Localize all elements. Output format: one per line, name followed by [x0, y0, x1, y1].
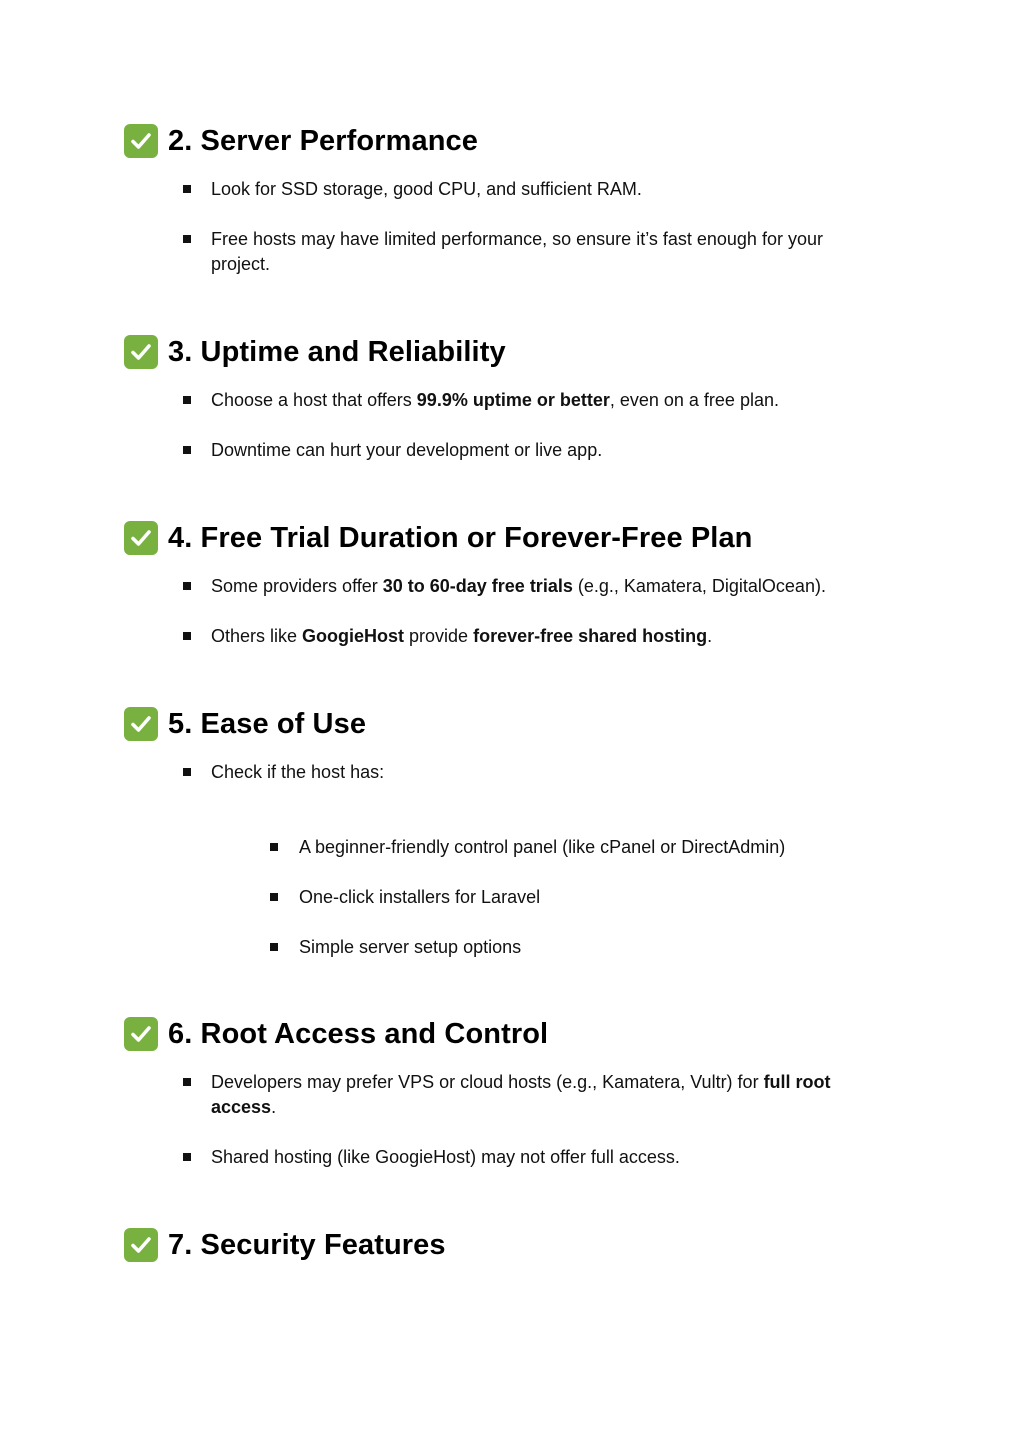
- text-run: .: [271, 1097, 277, 1117]
- bold-text: full root access: [211, 1072, 831, 1117]
- bullet-square-icon: [270, 893, 278, 901]
- text-run: .: [707, 626, 713, 646]
- section-title: 5. Ease of Use: [168, 707, 367, 740]
- bullet-square-icon: [270, 843, 278, 851]
- check-mark-button-icon: [124, 335, 158, 369]
- text-run: (e.g., Kamatera, DigitalOcean).: [572, 576, 826, 596]
- bullet-square-icon: [183, 446, 191, 454]
- bullet-square-icon: [183, 632, 191, 640]
- list-item-text: [211, 574, 871, 599]
- section-title: 7. Security Features: [168, 1228, 446, 1261]
- list-item-text: [211, 1145, 871, 1170]
- list-item-text: [299, 835, 899, 860]
- bullet-square-icon: [183, 235, 191, 243]
- bullet-square-icon: [183, 396, 191, 404]
- section-title: 6. Root Access and Control: [168, 1017, 549, 1050]
- list-item-text: [299, 885, 899, 910]
- list-item-text: [299, 935, 899, 960]
- text-run: Free hosts may have limited performance, so ensure it’s fast enough for your project.: [211, 229, 823, 274]
- text-run: Downtime can hurt your development or live app.: [211, 440, 603, 460]
- section-heading: [124, 332, 506, 372]
- bullet-square-icon: [270, 943, 278, 951]
- text-run: Others like: [211, 626, 303, 646]
- text-run: Choose a host that offers: [211, 390, 417, 410]
- bold-text: 99.9% uptime or better: [416, 390, 610, 410]
- section-heading: [124, 121, 478, 161]
- text-run: Look for SSD storage, good CPU, and sufficient RAM.: [211, 179, 642, 199]
- check-mark-button-icon: [124, 1017, 158, 1051]
- section-title: 3. Uptime and Reliability: [168, 335, 506, 368]
- bullet-square-icon: [183, 582, 191, 590]
- bullet-square-icon: [183, 185, 191, 193]
- section-heading: [124, 1014, 548, 1054]
- text-run: Simple server setup options: [299, 937, 522, 957]
- bold-text: 30 to 60-day free trials: [382, 576, 573, 596]
- section-heading: [124, 1225, 446, 1265]
- section-heading: [124, 518, 752, 558]
- check-mark-button-icon: [124, 707, 158, 741]
- text-run: Check if the host has:: [211, 762, 385, 782]
- list-item-text: [211, 227, 871, 277]
- check-mark-button-icon: [124, 1228, 158, 1262]
- bullet-square-icon: [183, 1078, 191, 1086]
- text-run: Developers may prefer VPS or cloud hosts (e.g., Kamatera, Vultr) for: [211, 1072, 764, 1092]
- list-item-text: [211, 388, 871, 413]
- bullet-square-icon: [183, 1153, 191, 1161]
- text-run: provide: [404, 626, 474, 646]
- text-run: Some providers offer: [211, 576, 383, 596]
- section-title: 2. Server Performance: [168, 124, 478, 157]
- bold-text: forever-free shared hosting: [473, 626, 708, 646]
- list-item-text: [211, 760, 871, 785]
- list-item-text: [211, 177, 871, 202]
- text-run: A beginner-friendly control panel (like cPanel or DirectAdmin): [299, 837, 786, 857]
- section-title: 4. Free Trial Duration or Forever-Free Plan: [168, 521, 753, 554]
- section-heading: [124, 704, 366, 744]
- text-run: , even on a free plan.: [609, 390, 779, 410]
- check-mark-button-icon: [124, 124, 158, 158]
- bold-text: GoogieHost: [302, 626, 405, 646]
- text-run: One-click installers for Laravel: [299, 887, 541, 907]
- list-item-text: [211, 1070, 871, 1120]
- list-item-text: [211, 438, 871, 463]
- check-mark-button-icon: [124, 521, 158, 555]
- bullet-square-icon: [183, 768, 191, 776]
- text-run: Shared hosting (like GoogieHost) may not offer full access.: [211, 1147, 680, 1167]
- list-item-text: [211, 624, 871, 649]
